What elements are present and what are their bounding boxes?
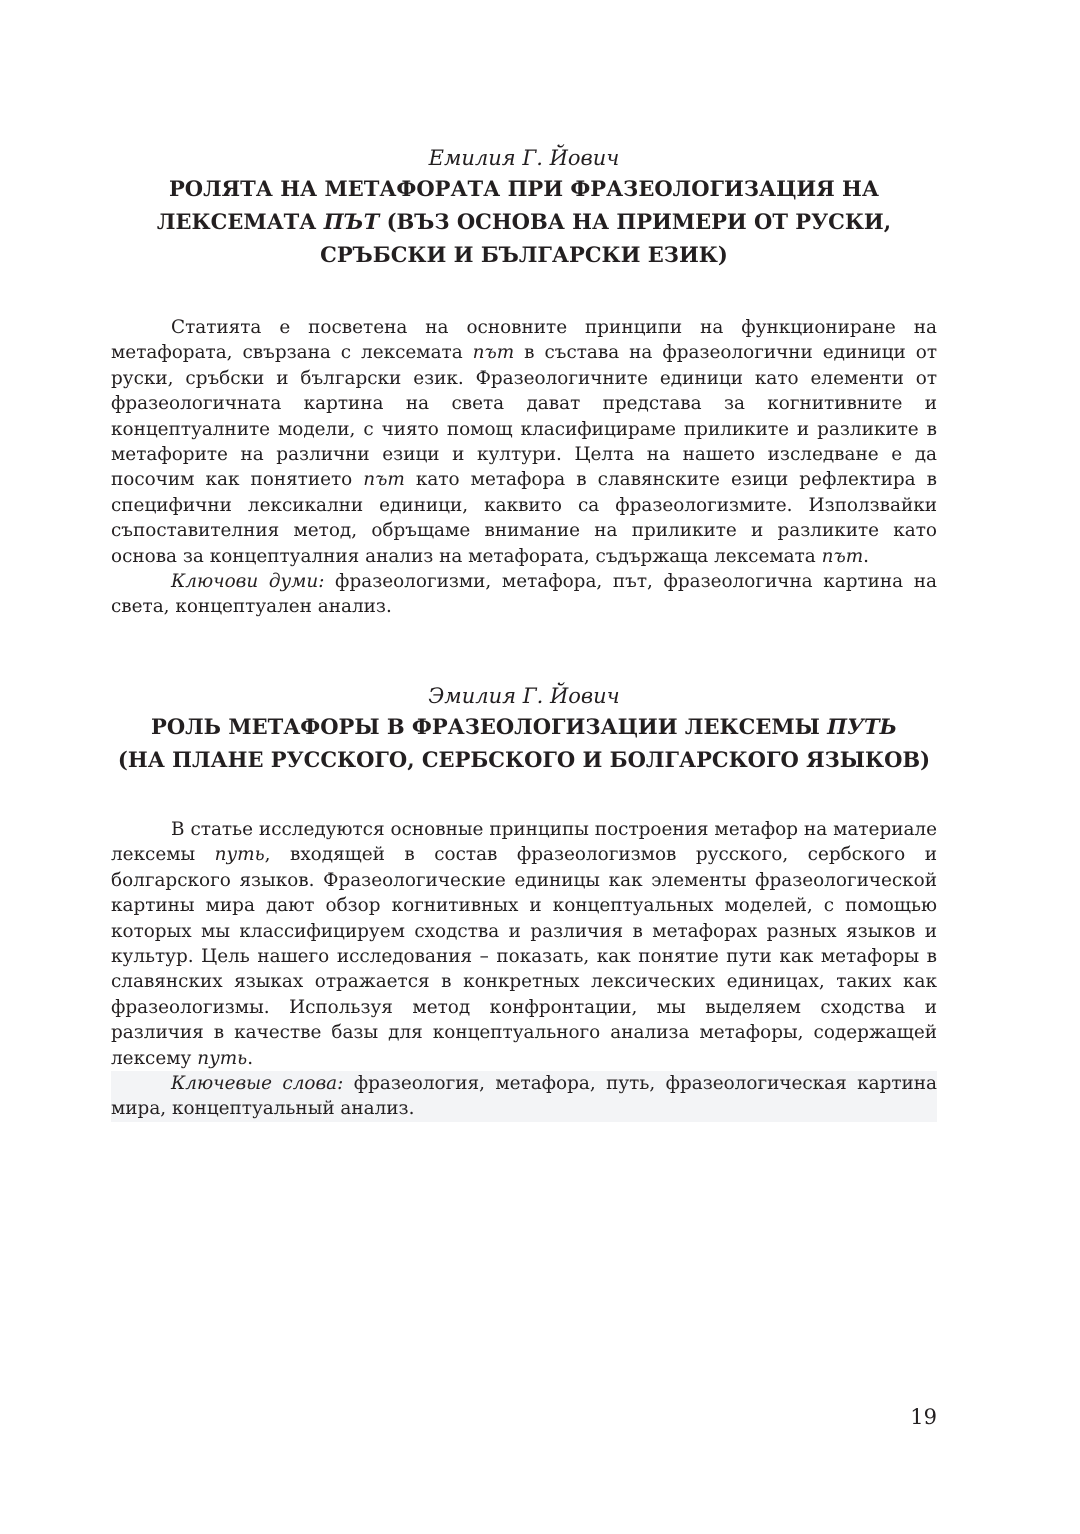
document-page bbox=[111, 0, 937, 1534]
author-name-ru: Эмилия Г. Йович bbox=[428, 684, 620, 708]
abstract-ru-term: путь bbox=[197, 1047, 248, 1069]
abstract-bg bbox=[111, 315, 937, 569]
author-name-bg: Емилия Г. Йович bbox=[428, 146, 620, 170]
article-title-ru bbox=[111, 710, 937, 776]
title-bg-text-end: (ВЪЗ ОСНОВА НА ПРИМЕРИ ОТ РУСКИ, СРЪБСКИ И БЪЛГАРСКИ ЕЗИК) bbox=[320, 209, 892, 267]
title-ru-text-end: (НА ПЛАНЕ РУССКОГО, СЕРБСКОГО И БОЛГАРСКОГО ЯЗЫКОВ) bbox=[117, 747, 931, 772]
abstract-ru-text: , входящей в состав фразеологизмов русского, сербского и болгарского языков. Фразеологические единицы как элементы фразеологической картины мира дают обзор когнитивных и концептуальных моделей, с помощью которых мы классифицируем сходства и различия в метафорах разных языков и культур. Цель нашего исследования – показать, как понятие пути как метафоры в славянских языках отражается в конкретных лексических единицах, таких как фразеологизмы. Используя метод конфронтации, мы выделяем сходства и различия в качестве базы для концептуального анализа метафоры, содержащей лексему bbox=[111, 844, 937, 1069]
abstract-bg-term: път bbox=[472, 342, 515, 364]
abstract-bg-term: път bbox=[363, 469, 405, 491]
keywords-bg-label: Ключови думи: bbox=[171, 571, 325, 593]
abstract-ru-text: В статье исследуются основные принципы построения метафор на материале лексемы bbox=[111, 819, 937, 866]
abstract-bg-text: . bbox=[863, 545, 870, 567]
abstract-bg-text: Статията е посветена на основните принципи на функциониране на метафората, свързана с лексемата bbox=[111, 317, 937, 364]
abstract-ru bbox=[111, 817, 937, 1071]
keywords-bg-list: фразеологизми, метафора, път, фразеологична картина на света, концептуален анализ. bbox=[111, 571, 937, 618]
abstract-bg-text: в състава на фразеологични единици от руски, сръбски и български език. Фразеологичните единици като елементи от фразеологичната картина на света дават представа за когнитивните и концептуалните модели, с чиято помощ класифицираме приликите и разликите в метафорите на различни езици и култури. Целта на нашето изследване е да посочим как понятието bbox=[111, 342, 937, 491]
title-ru-keyword: ПУТЬ bbox=[827, 714, 897, 739]
title-bg-keyword: ПЪТ bbox=[323, 209, 380, 234]
title-ru-text: РОЛЬ МЕТАФОРЫ В ФРАЗЕОЛОГИЗАЦИИ ЛЕКСЕМЫ bbox=[151, 714, 828, 739]
russian-abstract-section bbox=[111, 683, 937, 1122]
article-title-bg bbox=[111, 172, 937, 271]
keywords-ru bbox=[111, 1071, 937, 1122]
abstract-bg-text: като метафора в славянските езици рефлектира в специфични лексикални единици, каквито са фразеологизмите. Използвайки съпоставителния метод, обръщаме внимание на приликите и разликите като основа за концептуалния анализ на метафората, съдържаща лексемата bbox=[111, 469, 937, 567]
abstract-bg-term: път bbox=[821, 545, 864, 567]
bulgarian-abstract-section bbox=[111, 145, 937, 620]
keywords-ru-list: фразеология, метафора, путь, фразеологическая картина мира, концептуальный анализ. bbox=[111, 1073, 937, 1120]
keywords-bg bbox=[111, 569, 937, 620]
abstract-ru-term: путь bbox=[214, 844, 265, 866]
page-number: 19 bbox=[910, 1405, 937, 1429]
title-bg-text: РОЛЯТА НА МЕТАФОРАТА ПРИ ФРАЗЕОЛОГИЗАЦИЯ НА ЛЕКСЕМАТА bbox=[156, 176, 879, 234]
abstract-ru-text: . bbox=[247, 1047, 254, 1069]
keywords-ru-label: Ключевые слова: bbox=[171, 1073, 344, 1095]
